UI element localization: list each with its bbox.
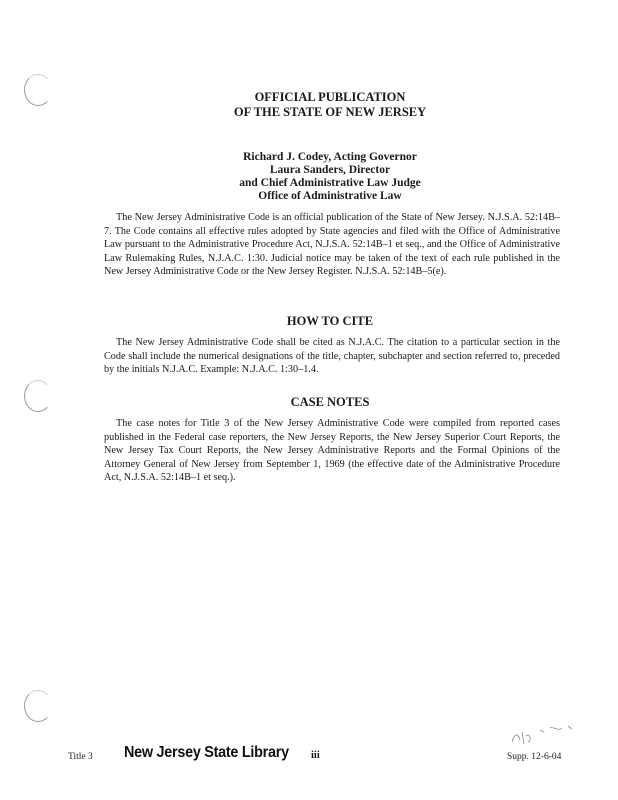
case-notes-heading: CASE NOTES <box>290 395 370 409</box>
official-line: and Chief Administrative Law Judge <box>239 177 421 189</box>
punch-hole-mark-top <box>24 74 52 106</box>
intro-paragraph: The New Jersey Administrative Code is an official publication of the State of New Jersey. N.J.S.A. 52:14B–7. The Code contains all effective rules adopted by State agencies and filed with the Office of Administrative Law pursuant to the Administrative Procedure Act, N.J.S.A. 52:14B–1 et seq., and the Office of Administrative Law Rulemaking Rules, N.J.A.C. 1:30. Judicial notice may be taken of the text of each rule published in the New Jersey Administrative Code or the New Jersey Register. N.J.S.A. 52:14B–5(e). <box>104 212 560 278</box>
official-line: Office of Administrative Law <box>258 190 402 202</box>
library-stamp: New Jersey State Library <box>124 744 289 761</box>
official-line: Laura Sanders, Director <box>269 164 391 176</box>
heading-line-1: OFFICIAL PUBLICATION <box>254 90 406 104</box>
heading-line-2: OF THE STATE OF NEW JERSEY <box>233 105 427 119</box>
punch-hole-mark-bottom <box>24 690 52 722</box>
officials-block <box>100 151 560 203</box>
punch-hole-mark-middle <box>24 380 52 412</box>
footer-title-label: Title 3 <box>68 752 93 762</box>
handwritten-mark <box>506 720 586 748</box>
official-line: Richard J. Codey, Acting Governor <box>243 151 417 163</box>
supplement-date: Supp. 12-6-04 <box>507 752 562 762</box>
publication-heading <box>100 90 560 120</box>
page-number: iii <box>311 750 320 761</box>
how-to-cite-paragraph: The New Jersey Administrative Code shall be cited as N.J.A.C. The citation to a particular section in the Code shall include the numerical designations of the title, chapter, subchapter and section referred to, preceded by the initials N.J.A.C. Example: N.J.A.C. 1:30–1.4. <box>104 337 560 376</box>
case-notes-paragraph: The case notes for Title 3 of the New Jersey Administrative Code were compiled from reported cases published in the Federal case reporters, the New Jersey Reports, the New Jersey Superior Court Reports, the New Jersey Tax Court Reports, the New Jersey Administrative Reports and the Formal Opinions of the Attorney General of New Jersey from September 1, 1969 (the effective date of the Administrative Procedure Act, N.J.S.A. 52:14B–1 et seq.). <box>104 418 560 484</box>
how-to-cite-heading: HOW TO CITE <box>286 314 374 328</box>
